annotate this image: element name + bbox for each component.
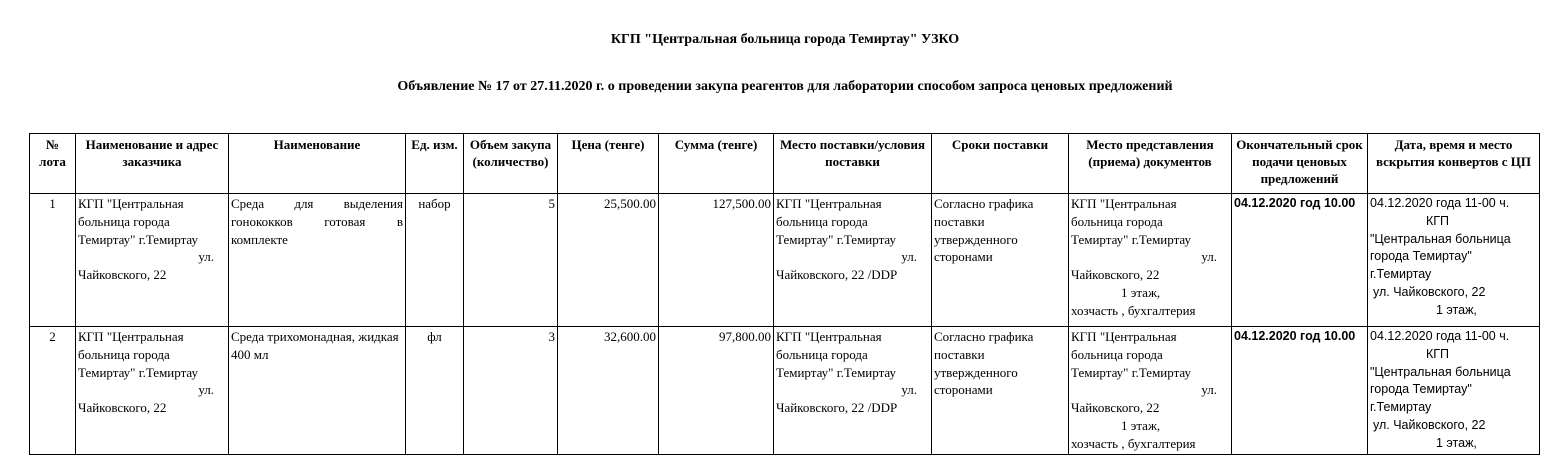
header-lot-no: № лота xyxy=(30,134,76,194)
place-line: ул. xyxy=(901,249,917,265)
place-line: Чайковского, 22 /DDP xyxy=(776,267,898,283)
docs-line: 1 этаж, xyxy=(1121,417,1161,433)
deadline-cell: 04.12.2020 год 10.00 xyxy=(1232,327,1368,455)
item-name: Среда для выделения гонококков готовая в комплекте xyxy=(229,194,406,327)
opening-line: г.Темиртау xyxy=(1370,267,1432,282)
lot-number: 2 xyxy=(30,327,76,455)
place-line: ул. xyxy=(901,382,917,398)
header-sum: Сумма (тенге) xyxy=(659,134,774,194)
sum-cell: 97,800.00 xyxy=(659,327,774,455)
header-row xyxy=(30,134,1540,194)
opening-line: 04.12.2020 года 11-00 ч. xyxy=(1370,329,1510,343)
qty-cell: 3 xyxy=(464,327,558,455)
customer-line: Темиртау" г.Темиртау xyxy=(78,231,199,247)
opening-line: города Темиртау" xyxy=(1370,382,1472,397)
header-unit: Ед. изм. xyxy=(406,134,464,194)
sum-cell: 127,500.00 xyxy=(659,194,774,327)
unit-cell: фл xyxy=(406,327,464,455)
place-line: больница города xyxy=(776,213,868,229)
header-terms: Сроки поставки xyxy=(932,134,1069,194)
docs-line: больница города xyxy=(1071,346,1163,362)
terms-cell: Согласно графика поставки утвержденного сторонами xyxy=(932,327,1069,455)
docs-line: хозчасть , бухгалтерия xyxy=(1071,302,1196,318)
docs-line: больница города xyxy=(1071,213,1163,229)
deadline-cell: 04.12.2020 год 10.00 xyxy=(1232,194,1368,327)
place-line: КГП "Центральная xyxy=(776,329,882,344)
customer-line: ул. xyxy=(198,382,214,398)
header-price: Цена (тенге) xyxy=(558,134,659,194)
customer-line: Темиртау" г.Темиртау xyxy=(78,364,199,380)
unit-cell: набор xyxy=(406,194,464,327)
header-opening: Дата, время и место вскрытия конвертов с ЦП xyxy=(1368,134,1540,194)
item-name: Среда трихомонадная, жидкая 400 мл xyxy=(229,327,406,455)
docs-line: КГП "Центральная xyxy=(1071,196,1177,211)
opening-line: "Центральная больница xyxy=(1370,364,1511,379)
opening-line: "Центральная больница xyxy=(1370,231,1511,246)
docs-line: Темиртау" г.Темиртау xyxy=(1071,364,1192,380)
document-subtitle: Объявление № 17 от 27.11.2020 г. о проведении закупа реагентов для лаборатории способом запроса ценовых предложений xyxy=(397,79,1173,94)
customer-line: ул. xyxy=(198,249,214,265)
docs-line: Темиртау" г.Темиртау xyxy=(1071,231,1192,247)
docs-line: КГП "Центральная xyxy=(1071,329,1177,344)
header-qty: Объем закупа (количество) xyxy=(464,134,558,194)
opening-line: КГП xyxy=(1426,346,1450,361)
header-customer: Наименование и адрес заказчика xyxy=(76,134,229,194)
header-docs-place: Место представления (приема) документов xyxy=(1069,134,1232,194)
docs-line: Чайковского, 22 xyxy=(1071,267,1160,283)
opening-cell xyxy=(1368,327,1540,455)
customer-cell xyxy=(76,327,229,455)
docs-line: 1 этаж, xyxy=(1121,284,1161,300)
customer-line: Чайковского, 22 xyxy=(78,400,167,416)
lot-number: 1 xyxy=(30,194,76,327)
place-line: Чайковского, 22 /DDP xyxy=(776,400,898,416)
place-cell xyxy=(774,194,932,327)
opening-line: 1 этаж, xyxy=(1436,302,1477,317)
customer-line: больница города xyxy=(78,346,170,362)
place-line: больница города xyxy=(776,346,868,362)
docs-place-cell xyxy=(1069,327,1232,455)
place-cell xyxy=(774,327,932,455)
docs-line: ул. xyxy=(1201,382,1217,398)
docs-line: Чайковского, 22 xyxy=(1071,400,1160,416)
customer-line: больница города xyxy=(78,213,170,229)
header-name: Наименование xyxy=(229,134,406,194)
document-title: КГП "Центральная больница города Темиртау" УЗКО xyxy=(610,32,960,47)
opening-line: города Темиртау" xyxy=(1370,249,1472,264)
customer-cell xyxy=(76,194,229,327)
price-cell: 32,600.00 xyxy=(558,327,659,455)
qty-cell: 5 xyxy=(464,194,558,327)
header-place: Место поставки/условия поставки xyxy=(774,134,932,194)
customer-line: КГП "Центральная xyxy=(78,329,184,344)
docs-line: ул. xyxy=(1201,249,1217,265)
place-line: Темиртау" г.Темиртау xyxy=(776,231,897,247)
opening-cell xyxy=(1368,194,1540,327)
terms-cell: Согласно графика поставки утвержденного сторонами xyxy=(932,194,1069,327)
header-deadline: Окончательный срок подачи ценовых предложений xyxy=(1232,134,1368,194)
opening-line: ул. Чайковского, 22 xyxy=(1373,417,1486,432)
customer-line: КГП "Центральная xyxy=(78,196,184,211)
customer-line: Чайковского, 22 xyxy=(78,267,167,283)
docs-line: хозчасть , бухгалтерия xyxy=(1071,435,1196,451)
procurement-table xyxy=(29,133,1540,455)
price-cell: 25,500.00 xyxy=(558,194,659,327)
table-row xyxy=(30,194,1540,327)
opening-line: ул. Чайковского, 22 xyxy=(1373,284,1486,299)
docs-place-cell xyxy=(1069,194,1232,327)
opening-line: 04.12.2020 года 11-00 ч. xyxy=(1370,196,1510,210)
place-line: КГП "Центральная xyxy=(776,196,882,211)
opening-line: КГП xyxy=(1426,213,1450,228)
table-row xyxy=(30,327,1540,455)
opening-line: 1 этаж, xyxy=(1436,435,1477,450)
place-line: Темиртау" г.Темиртау xyxy=(776,364,897,380)
opening-line: г.Темиртау xyxy=(1370,400,1432,415)
